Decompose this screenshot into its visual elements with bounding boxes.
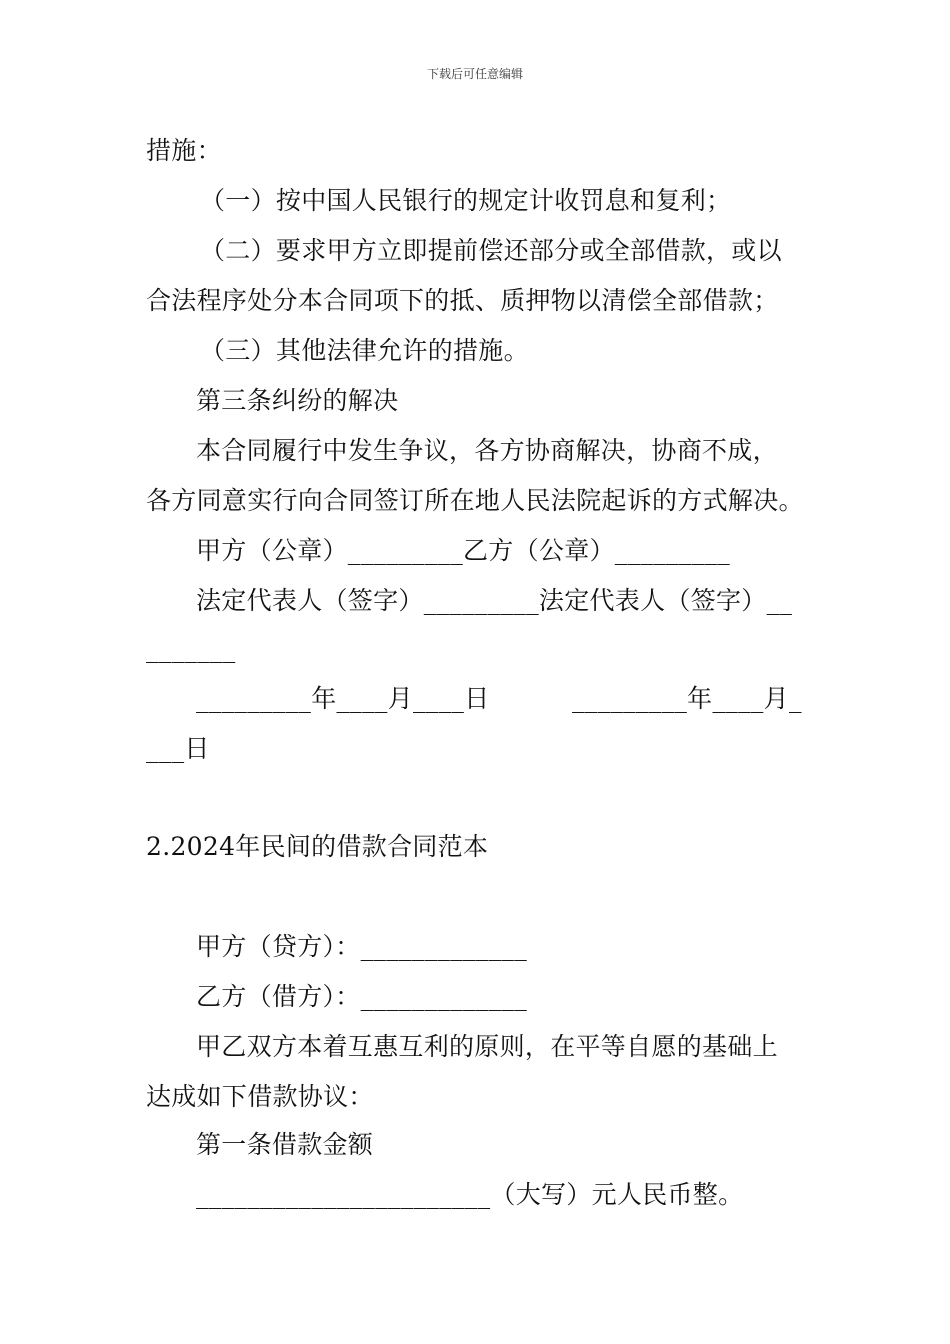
signature-line-continued: _______ [146,634,236,663]
signature-line: 甲方（公章）_________乙方（公章）_________ [196,536,731,565]
text-line: 达成如下借款协议： [146,1082,374,1111]
section-heading: 第三条纠纷的解决 [196,386,399,415]
text-line: 甲乙双方本着互惠互利的原则，在平等自愿的基础上 [196,1032,778,1061]
date-line: _________年____月____日 _________年____月_ [196,684,802,713]
text-line: 措施： [146,136,222,165]
party-a-field: 甲方（贷方）：_____________ [196,932,528,961]
text-line: （三）其他法律允许的措施。 [200,336,529,365]
loan-amount-line: _______________________（大写）元人民币整。 [196,1180,744,1209]
party-b-field: 乙方（借方）：_____________ [196,982,528,1011]
text-line: 各方同意实行向合同签订所在地人民法院起诉的方式解决。 [146,486,804,515]
date-line-continued: ___日 [146,734,210,763]
text-line: （二）要求甲方立即提前偿还部分或全部借款，或以 [200,236,782,265]
text-line: （一）按中国人民银行的规定计收罚息和复利； [200,186,732,215]
text-line: 本合同履行中发生争议，各方协商解决，协商不成， [196,436,778,465]
page-header-note: 下载后可任意编辑 [426,67,523,81]
text-line: 合法程序处分本合同项下的抵、质押物以清偿全部借款； [146,286,779,315]
document-title: 2.2024年民间的借款合同范本 [146,832,489,861]
signature-line: 法定代表人（签字）_________法定代表人（签字）__ [196,586,793,615]
section-heading: 第一条借款金额 [196,1130,374,1159]
